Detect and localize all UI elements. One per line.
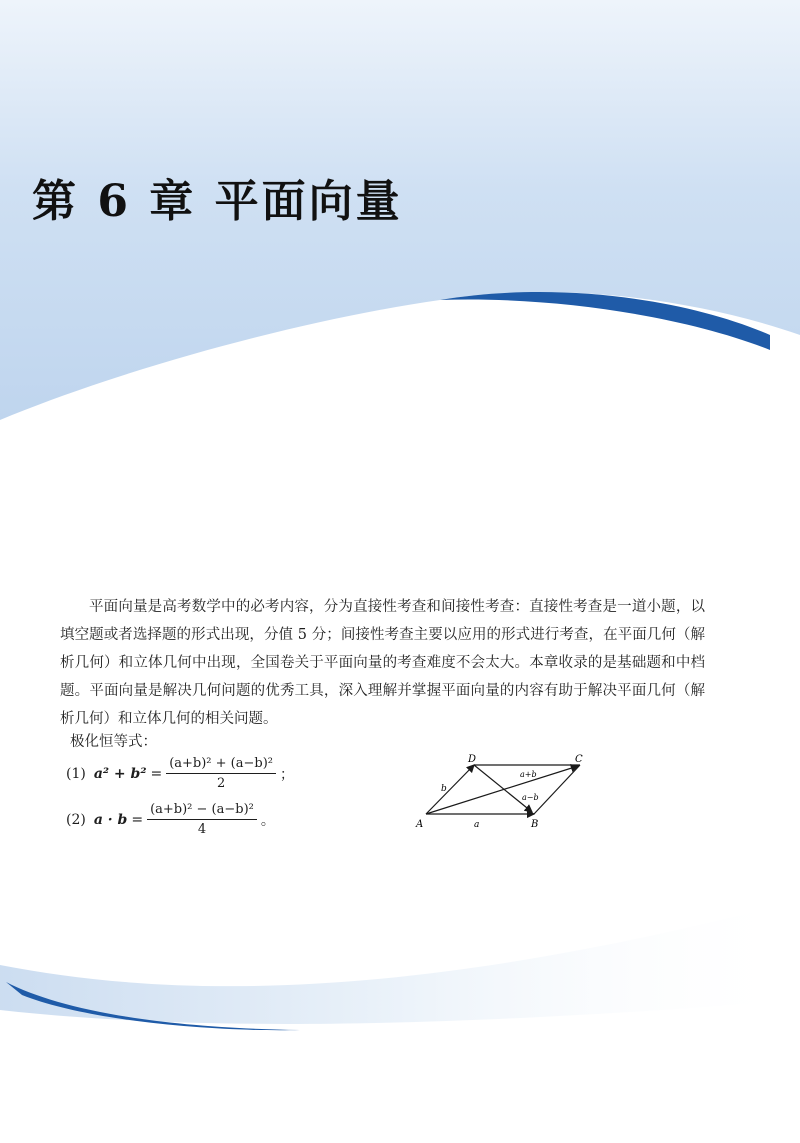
point-C: C [575, 754, 583, 765]
formula-2-numerator: (a+b)² − (a−b)² [147, 802, 257, 820]
point-A: A [416, 819, 424, 830]
formula-2-denominator: 4 [197, 822, 207, 837]
formula-2-equals: = [131, 811, 144, 828]
formula-1-end: ； [279, 766, 294, 783]
bottom-wash [0, 900, 800, 1024]
formula-1-numerator: (a+b)² + (a−b)² [166, 756, 276, 774]
formula-2-lhs: a · b [93, 811, 128, 828]
formula-1-denominator: 2 [216, 776, 226, 791]
formula-2 [66, 802, 275, 837]
point-D: D [468, 754, 477, 765]
formula-1-label: (1) [66, 765, 86, 782]
label-a-plus-b: a+b [520, 770, 537, 779]
formula-heading: 极化恒等式： [70, 734, 157, 750]
chapter-title: 第 6 章 平面向量 [32, 176, 403, 227]
intro-paragraph: 平面向量是高考数学中的必考内容，分为直接性考查和间接性考查：直接性考查是一道小题，以填空题或者选择题的形式出现，分值 5 分；间接性考查主要以应用的形式进行考查，在平面几何（解析几何）和立体几何中出现，全国卷关于平面向量的考查难度不会太大。本章收录的是基础题和中档题。平面向量是解决几何问题的优秀工具，深入理解并掌握平面向量的内容有助于解决平面几何（解析几何）和立体几何的相关问题。 [60, 598, 705, 727]
label-b: b [441, 784, 447, 794]
formula-1-fraction [166, 756, 276, 791]
label-a-minus-b: a−b [522, 793, 539, 802]
formula-1-lhs: a² + b² [93, 765, 147, 782]
formula-2-end: 。 [260, 812, 275, 829]
formula-1-equals: = [150, 765, 163, 782]
label-a: a [474, 820, 480, 830]
formula-1 [66, 756, 294, 791]
point-B: B [531, 819, 539, 830]
formula-2-fraction [147, 802, 257, 837]
formula-2-label: (2) [66, 811, 86, 828]
parallelogram-diagram [412, 752, 592, 837]
